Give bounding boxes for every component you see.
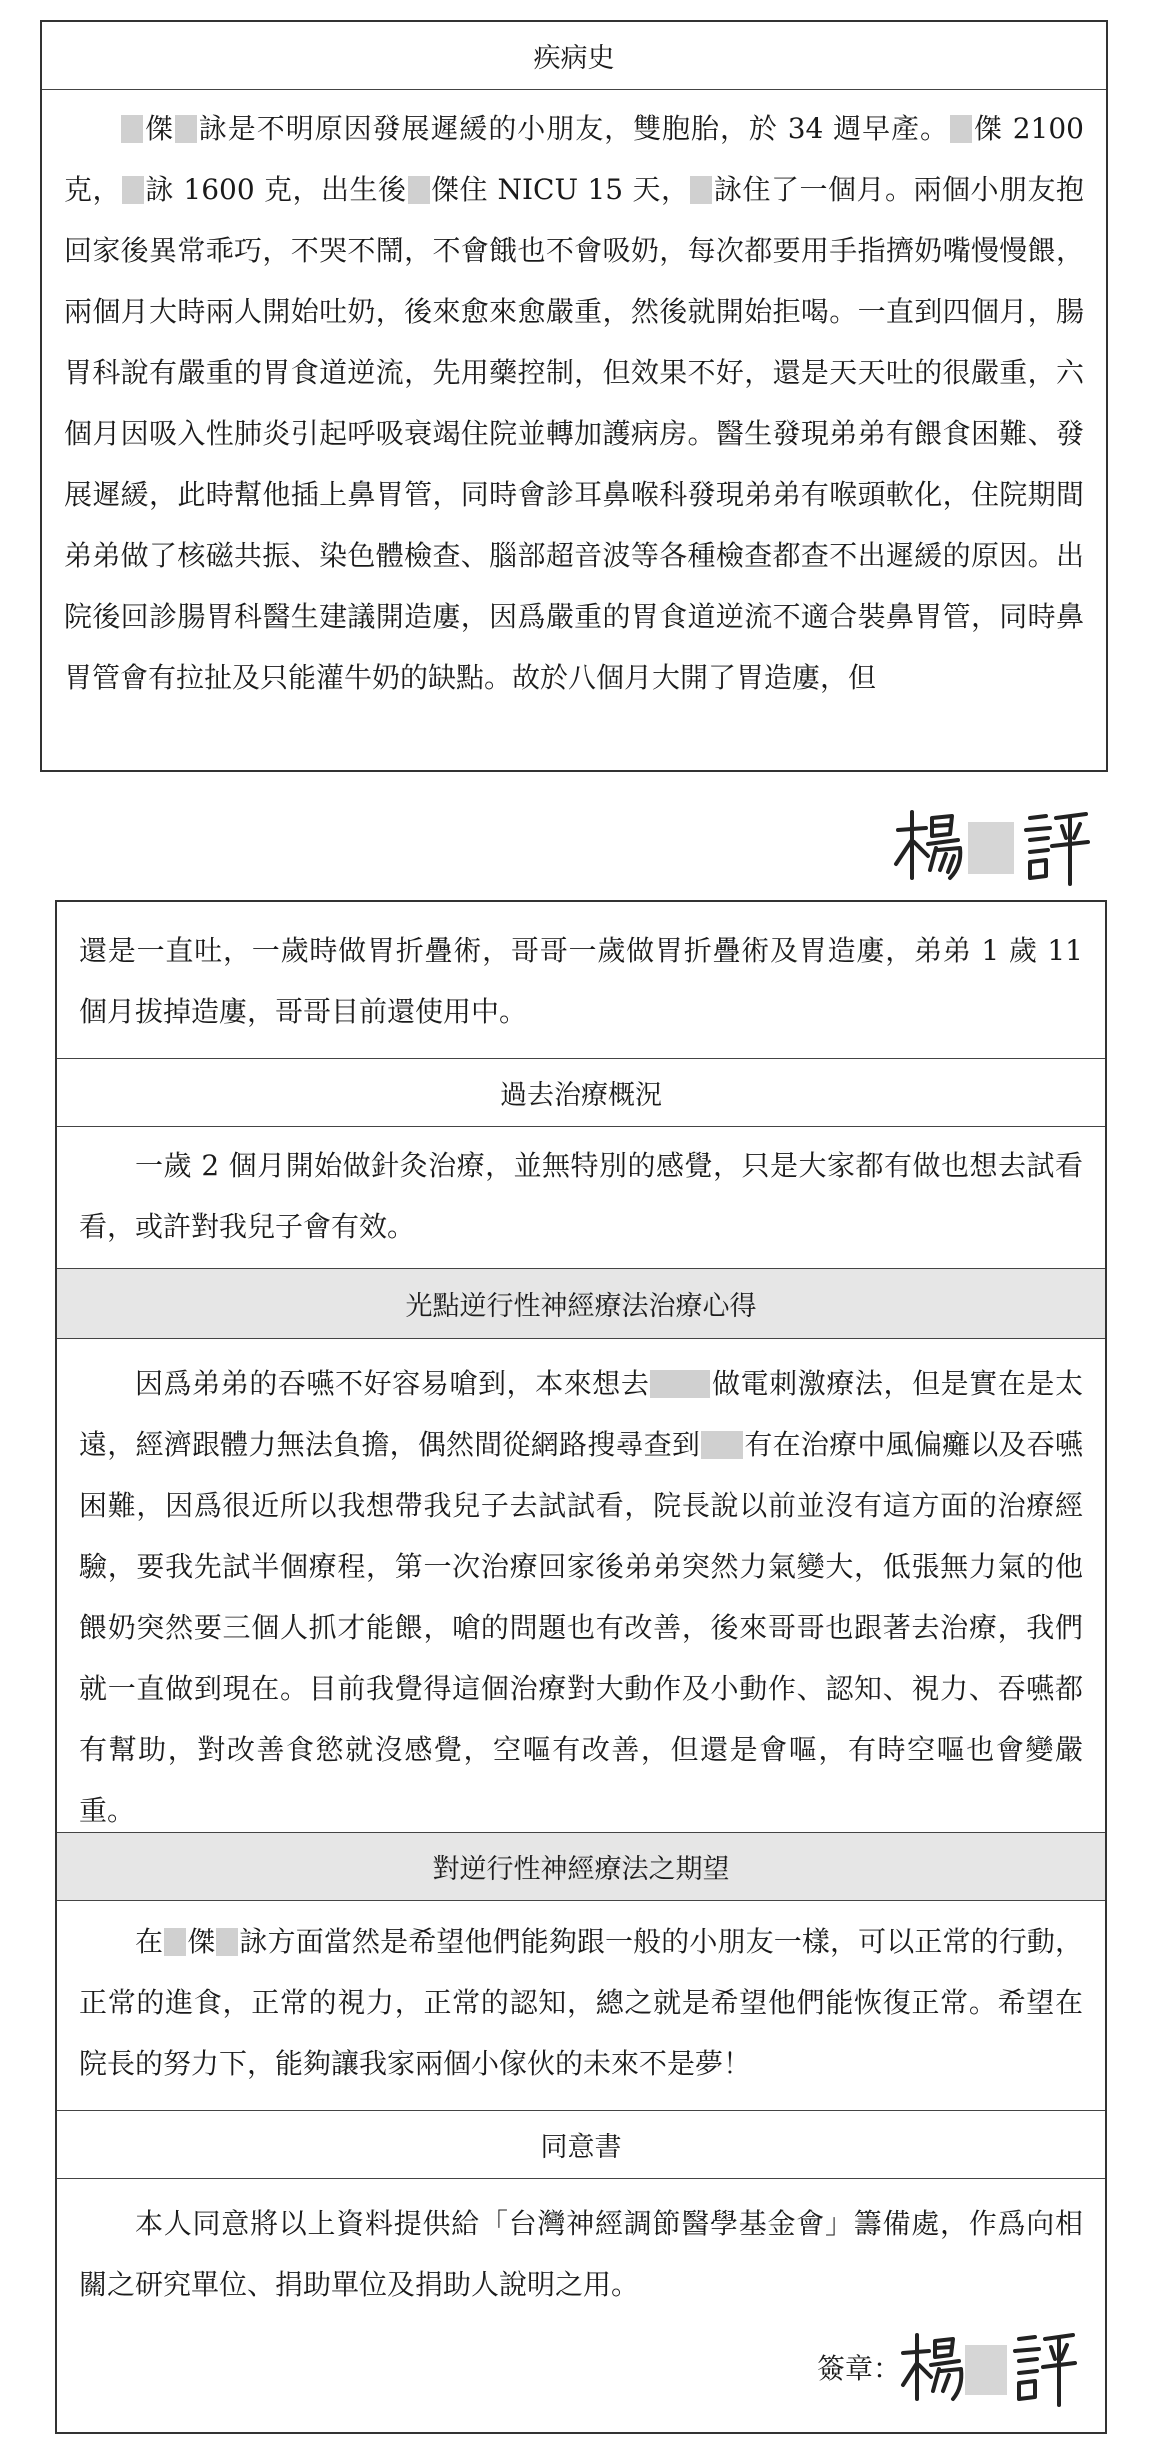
redaction-block (650, 1370, 710, 1398)
consent-title: 同意書 (57, 2111, 1105, 2179)
expectation-text-part: 在 (135, 1925, 164, 1958)
sign-label: 簽章： (817, 2352, 902, 2385)
past-treatment-section (57, 1127, 1105, 1269)
experience-section (57, 1339, 1105, 1833)
expectation-text-part: 傑 (187, 1925, 216, 1958)
redaction-block (121, 115, 143, 143)
redaction-block (701, 1431, 743, 1459)
history-text-part: 詠住了一個月。兩個小朋友抱回家後異常乖巧，不哭不鬧，不會餓也不會吸奶，每次都要用手指擠奶嘴慢慢餵，兩個月大時兩人開始吐奶，後來愈來愈嚴重，然後就開始拒喝。一直到四個月，腸胃科說有嚴重的胃食道逆流，先用藥控制，但效果不好，還是天天吐的很嚴重，六個月因吸入性肺炎引起呼吸衰竭住院並轉加護病房。醫生發現弟弟有餵食困難、發展遲緩，此時幫他插上鼻胃管，同時會診耳鼻喉科發現弟弟有喉頭軟化，住院期間弟弟做了核磁共振、染色體檢查、腦部超音波等各種檢查都查不出遲緩的原因。出院後回診腸胃科醫生建議開造廔，因爲嚴重的胃食道逆流不適合裝鼻胃管，同時鼻胃管會有拉扯及只能灌牛奶的缺點。故於八個月大開了胃造廔，但 (64, 173, 1084, 694)
redaction-block (408, 176, 430, 204)
consent-section (57, 2179, 1105, 2430)
experience-text-part: 因爲弟弟的吞嚥不好容易嗆到，本來想去 (135, 1367, 650, 1400)
handwritten-signature-bottom (897, 2319, 1077, 2409)
continued-history-section (57, 902, 1105, 1059)
history-text-part: 傑 2100 克， (64, 112, 1084, 206)
signature-redaction (968, 822, 1014, 874)
history-box (40, 20, 1108, 772)
redaction-block (950, 115, 972, 143)
expectation-title: 對逆行性神經療法之期望 (57, 1833, 1105, 1901)
continued-history-text: 還是一直吐，一歲時做胃折疊術，哥哥一歲做胃折疊術及胃造廔，弟弟 1 歲 11 個月拔掉造廔，哥哥目前還使用中。 (79, 934, 1083, 1028)
history-title: 疾病史 (42, 22, 1106, 90)
history-text-part: 傑住 NICU 15 天， (430, 173, 690, 206)
history-text-part: 傑 (144, 112, 174, 145)
redaction-block (164, 1928, 186, 1956)
redaction-block (175, 115, 197, 143)
history-text-part: 詠 1600 克，出生後 (145, 173, 407, 206)
experience-text (57, 1339, 1105, 1841)
redaction-block (122, 176, 144, 204)
history-text (42, 90, 1106, 708)
treatment-box (55, 900, 1107, 2434)
consent-text: 本人同意將以上資料提供給「台灣神經調節醫學基金會」籌備處，作爲向相關之研究單位、捐助單位及捐助人說明之用。 (79, 2207, 1083, 2301)
handwritten-signature-top (890, 800, 1090, 890)
past-treatment-text: 一歲 2 個月開始做針灸治療，並無特別的感覺，只是大家都有做也想去試看看，或許對我兒子會有效。 (79, 1149, 1083, 1243)
experience-text-part: 做電刺激療法，但是實在是太遠，經濟跟體力無法負擔，偶然間從網路搜尋查到 (79, 1367, 1083, 1461)
expectation-section (57, 1901, 1105, 2111)
experience-title: 光點逆行性神經療法治療心得 (57, 1269, 1105, 1339)
redaction-block (216, 1928, 238, 1956)
expectation-text-part: 詠方面當然是希望他們能夠跟一般的小朋友一樣，可以正常的行動，正常的進食，正常的視力，正常的認知，總之就是希望他們能恢復正常。希望在院長的努力下，能夠讓我家兩個小傢伙的未來不是夢！ (79, 1925, 1083, 2080)
history-text-part: 詠是不明原因發展遲緩的小朋友，雙胞胎，於 34 週早產。 (197, 112, 949, 145)
experience-text-part: 有在治療中風偏癱以及吞嚥困難，因爲很近所以我想帶我兒子去試試看，院長說以前並沒有這方面的治療經驗，要我先試半個療程，第一次治療回家後弟弟突然力氣變大，低張無力氣的他餵奶突然要三個人抓才能餵，嗆的問題也有改善，後來哥哥也跟著去治療，我們就一直做到現在。目前我覺得這個治療對大動作及小動作、認知、視力、吞嚥都有幫助，對改善食慾就沒感覺，空嘔有改善，但還是會嘔，有時空嘔也會變嚴重。 (79, 1428, 1083, 1827)
expectation-text (57, 1901, 1105, 2094)
signature-redaction (965, 2345, 1007, 2395)
redaction-block (690, 176, 712, 204)
past-treatment-title: 過去治療概況 (57, 1059, 1105, 1127)
